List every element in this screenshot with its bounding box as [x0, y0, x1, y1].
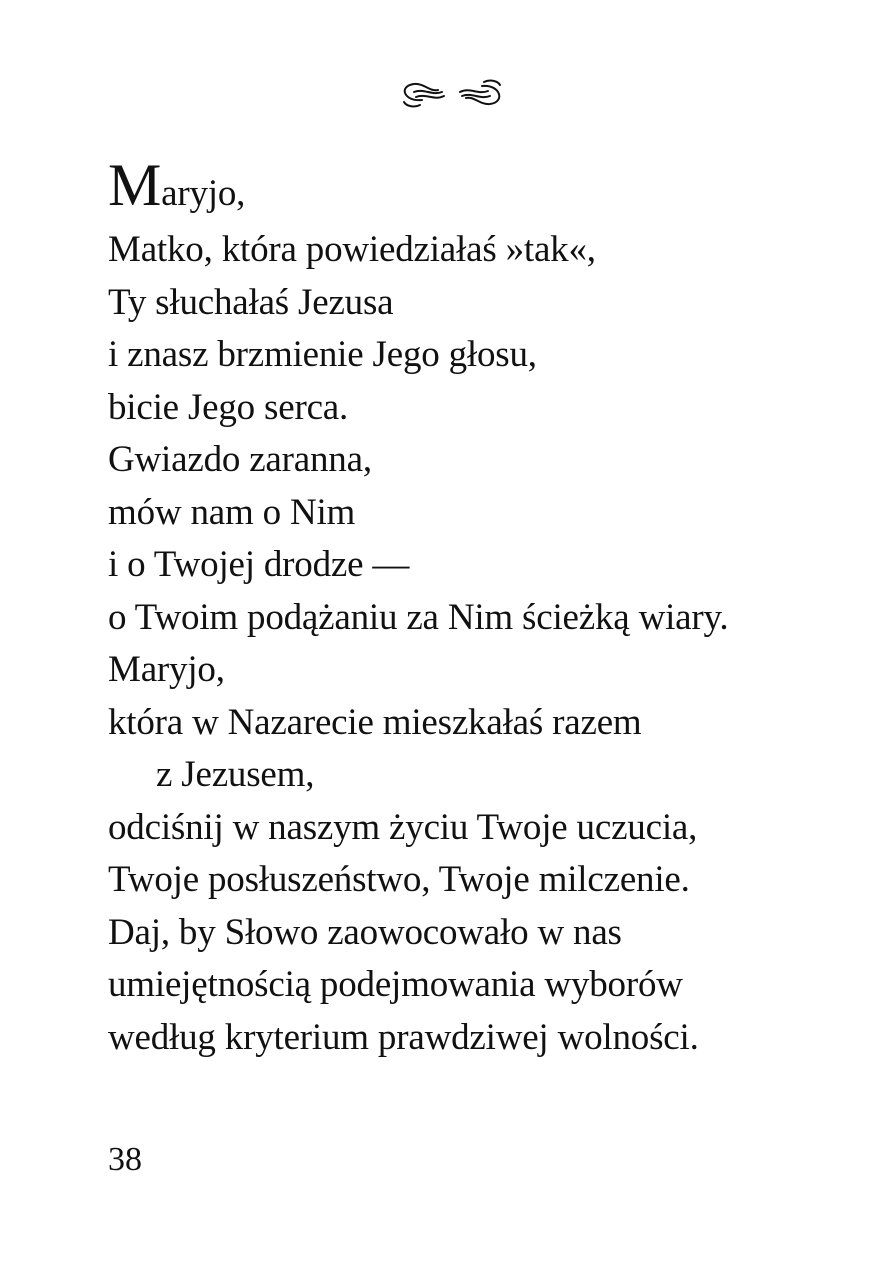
poem-line-6: Gwiazdo zaranna,	[108, 439, 372, 480]
poem-line-5: bicie Jego serca.	[108, 386, 349, 428]
poem-line-11: która w Nazarecie mieszkałaś razem	[108, 701, 642, 743]
poem-line-13: odciśnij w naszym życiu Twoje uczucia,	[108, 806, 698, 848]
poem-line-4: i znasz brzmienie Jego głosu,	[108, 334, 537, 375]
poem-line-2: Matko, która powiedziałaś »tak«,	[108, 229, 596, 270]
poem	[108, 146, 868, 1064]
poem-line-14: Twoje posłuszeństwo, Twoje milczenie.	[108, 859, 690, 900]
poem-line-15: Daj, by Słowo zaowocowało w nas	[108, 911, 622, 953]
drop-cap: M	[108, 152, 162, 218]
poem-line-7: mów nam o Nim	[108, 491, 356, 533]
poem-line-8: i o Twojej drodze —	[108, 544, 410, 585]
poem-line-3: Ty słuchałaś Jezusa	[108, 281, 394, 323]
poem-line-1	[108, 146, 868, 224]
fleuron-ornament-icon	[392, 72, 512, 116]
poem-line-10: Maryjo,	[108, 649, 225, 690]
poem-line-12: z Jezusem,	[156, 754, 315, 795]
first-line-rest: aryjo,	[161, 173, 246, 214]
poem-line-16: umiejętnością podejmowania wyborów	[108, 964, 683, 1005]
poem-line-9: o Twoim podążaniu za Nim ścieżką wiary.	[108, 596, 729, 638]
page-number: 38	[108, 1141, 142, 1178]
poem-line-17: według kryterium prawdziwej wolności.	[108, 1016, 699, 1058]
